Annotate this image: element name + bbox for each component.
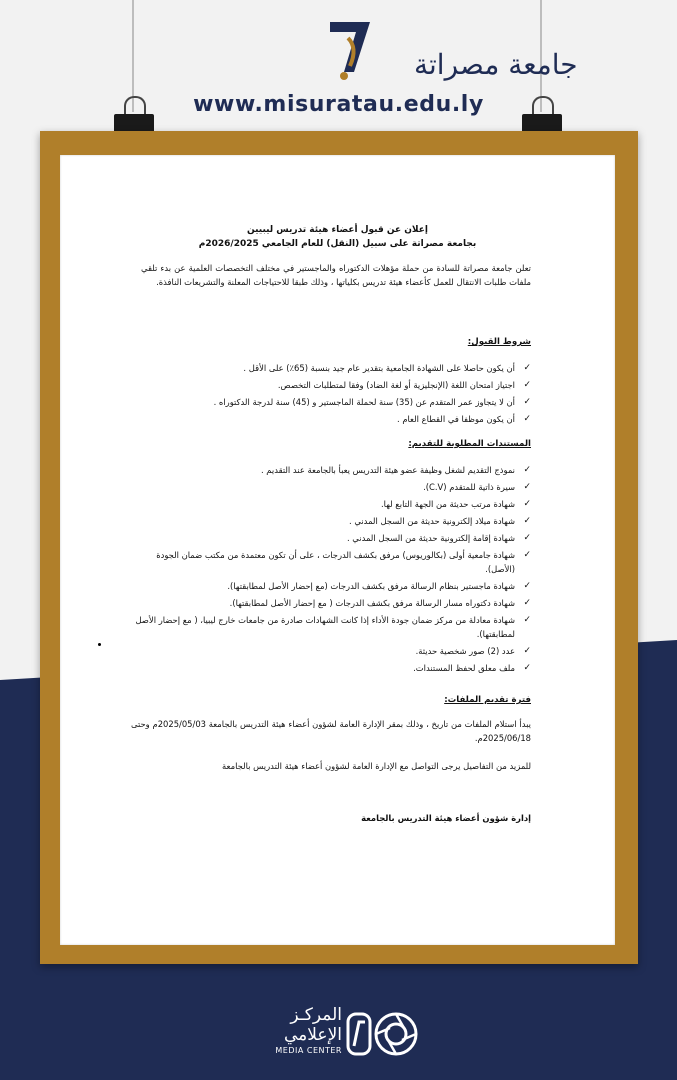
signoff: إدارة شؤون أعضاء هيئة التدريس بالجامعة bbox=[361, 813, 531, 823]
check-icon: ✓ bbox=[523, 598, 531, 608]
list-item: ✓ نموذج التقديم لشغل وظيفة عضو هيئة التدريس يعبأ بالجامعة عند التقديم . bbox=[260, 465, 531, 475]
check-icon: ✓ bbox=[523, 482, 531, 492]
announcement-document bbox=[60, 155, 615, 945]
documents-list bbox=[131, 463, 531, 678]
media-center-arabic-line1: المركـز bbox=[290, 1005, 342, 1025]
list-item: ✓ شهادة ماجستير بنظام الرسالة مرفق بكشف الدرجات (مع إحضار الأصل لمطابقتها). bbox=[227, 581, 531, 591]
list-item: ✓ سيرة ذاتية للمتقدم (C.V). bbox=[423, 482, 531, 492]
conditions-heading: شروط القبول: bbox=[467, 337, 531, 347]
check-icon: ✓ bbox=[523, 550, 531, 560]
contact-paragraph: للمزيد من التفاصيل يرجى التواصل مع الإدارة العامة لشؤون أعضاء هيئة التدريس بالجامعة bbox=[222, 761, 531, 771]
university-logo bbox=[244, 18, 578, 90]
check-icon: ✓ bbox=[523, 615, 531, 625]
list-item: ✓ ملف معلق لحفظ المستندات. bbox=[413, 663, 531, 673]
media-center-arabic bbox=[258, 1005, 342, 1045]
list-item: ✓ اجتياز امتحان اللغة (الإنجليزية أو لغة الضاد) وفقا لمتطلبات التخصص. bbox=[277, 380, 531, 390]
media-center-logo-icon bbox=[346, 1010, 424, 1058]
documents-heading: المستندات المطلوبة للتقديم: bbox=[408, 439, 531, 449]
list-item: ✓ شهادة مرتب حديثة من الجهة التابع لها. bbox=[381, 499, 531, 509]
list-item: ✓ شهادة معادلة من مركز ضمان جودة الأداء إذا كانت الشهادات صادرة من جامعات خارج ليبيا، ( مع إحضار الأصل لمطابقتها). bbox=[135, 615, 531, 639]
website-url[interactable]: www.misuratau.edu.ly bbox=[193, 92, 484, 117]
list-item: ✓ أن يكون موظفا في القطاع العام . bbox=[397, 414, 531, 424]
check-icon: ✓ bbox=[523, 516, 531, 526]
check-icon: ✓ bbox=[523, 380, 531, 390]
check-icon: ✓ bbox=[523, 499, 531, 509]
check-icon: ✓ bbox=[523, 397, 531, 407]
media-center-arabic-line2: الإعلامي bbox=[284, 1025, 342, 1045]
title-line-1: إعلان عن قبول أعضاء هيئة تدريس ليبيين bbox=[247, 225, 428, 235]
list-item: ✓ عدد (2) صور شخصية حديثة. bbox=[415, 646, 531, 656]
conditions-list bbox=[131, 361, 531, 429]
list-item: ✓ أن يكون حاصلا على الشهادة الجامعية بتقدير عام جيد بنسبة (65٪) على الأقل . bbox=[243, 363, 531, 373]
period-heading: فترة تقديم الملفات: bbox=[444, 695, 531, 705]
media-center-english: MEDIA CENTER bbox=[275, 1046, 342, 1055]
list-item: ✓ شهادة إقامة إلكترونية حديثة من السجل المدني . bbox=[346, 533, 531, 543]
list-item: ✓ شهادة ميلاد إلكترونية حديثة من السجل المدني . bbox=[349, 516, 531, 526]
check-icon: ✓ bbox=[523, 646, 531, 656]
check-icon: ✓ bbox=[523, 581, 531, 591]
period-paragraph: يبدأ استلام الملفات من تاريخ ، وذلك بمقر الإدارة العامة لشؤون أعضاء هيئة التدريس بالجامعة 2025/05/03م وحتى 2025/06/18م. bbox=[131, 719, 532, 743]
list-item: ✓ شهادة جامعية أولى (بكالوريوس) مرفق بكشف الدرجات ، على أن تكون معتمدة من مكتب ضمان الجودة (الأصل). bbox=[156, 550, 531, 574]
intro-paragraph: تعلن جامعة مصراتة للسادة من حملة مؤهلات الدكتوراه والماجستير في مختلف التخصصات العلمية عن بدء تلقي ملفات طلبات الانتقال للعمل كأعضاء هيئة تدريس بكلياتها ، وذلك طبقا للاحتياجات المعلنة والتشريعات النافذة. bbox=[141, 263, 531, 287]
stray-dot bbox=[98, 643, 101, 646]
check-icon: ✓ bbox=[523, 414, 531, 424]
check-icon: ✓ bbox=[523, 465, 531, 475]
check-icon: ✓ bbox=[523, 363, 531, 373]
list-item: ✓ شهادة دكتوراه مسار الرسالة مرفق بكشف الدرجات ( مع إحضار الأصل لمطابقتها). bbox=[229, 598, 531, 608]
check-icon: ✓ bbox=[523, 533, 531, 543]
list-item: ✓ أن لا يتجاوز عمر المتقدم عن (35) سنة لحملة الماجستير و (45) سنة لدرجة الدكتوراه . bbox=[213, 397, 531, 407]
logo-text: جامعة مصراتة bbox=[414, 48, 578, 81]
title-line-2: بجامعة مصراتة على سبيل (النقل) للعام الجامعي 2026/2025م bbox=[198, 239, 477, 249]
check-icon: ✓ bbox=[523, 663, 531, 673]
